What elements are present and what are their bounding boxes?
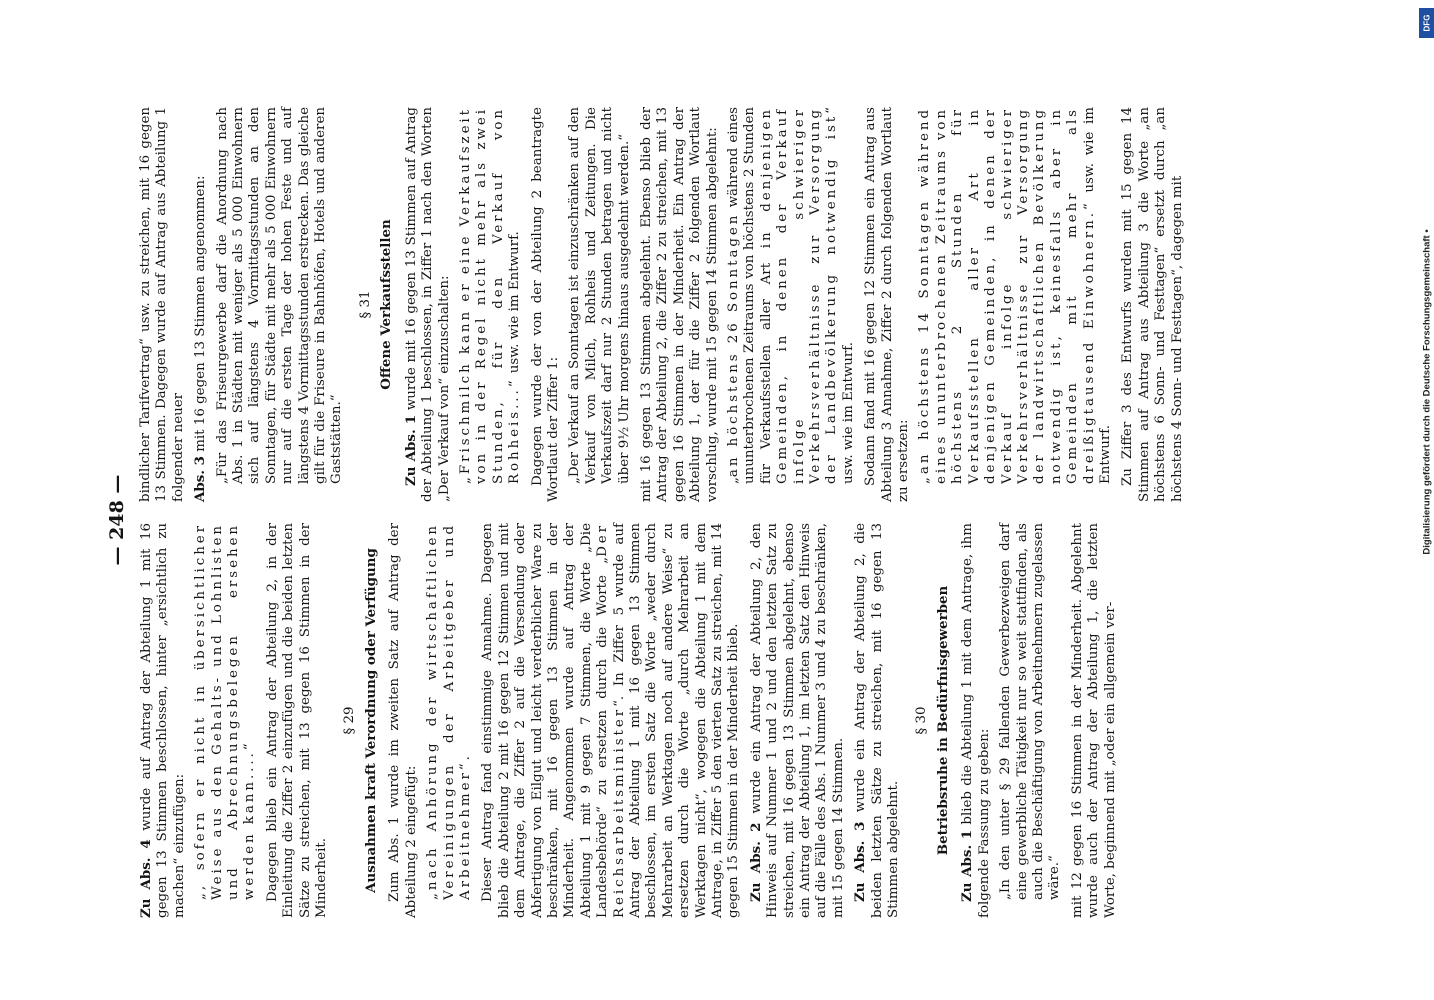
- paragraph: mit 12 gegen 16 Stimmen in der Minderheit. Abgelehnt wurde auch der Antrag der Abteilung 1, die letzten Worte, beginnend mit „oder ein allgemein ver-: [1069, 523, 1118, 918]
- paragraph-text: blieb die Abteilung 1 mit dem Antrage, ihm folgende Fassung zu geben:: [960, 523, 992, 918]
- quote-block: „In den unter § 29 fallenden Gewerbezweigen darf eine gewerbliche Tätigkeit nur so weit stattfinden, als auch die Beschäftigung von Arbeitnehmern zugelassen wäre.“: [998, 523, 1063, 900]
- paragraph-text: wurde ein Antrag der Abteilung 2, die beiden letzten Sätze zu streichen, mit 16 gegen 13 Stimmen abgelehnt.: [853, 523, 902, 918]
- abs-label: Zu Abs. 2: [747, 822, 764, 902]
- abs-label: Zu Abs. 3: [852, 821, 869, 902]
- left-column: [138, 523, 1124, 918]
- quote-block: „Der Verkauf an Sonntagen ist einzuschränken auf den Verkauf von Milch, Rohheis und Zeitungen. Die Verkaufszeit darf nur 2 Stunden betragen und nicht über 9½ Uhr morgens hinaus ausgedehnt werden.“: [567, 107, 632, 484]
- quote-block: „Für das Friseurgewerbe darf die Anordnung nach Abs. 1 in Städten mit weniger als 5 000 Einwohnern sich auf längstens 4 Vormittagsstunden an den Sonntagen, für Städte mit mehr als 5 000 Einwohnern nur auf die ersten Tage der hohen Feste und auf längstens 4 Vormittagsstunden erstrecken. Das gleiche gilt für die Friseure in Bahnhöfen, Hotels und anderen Gaststätten.“: [214, 107, 345, 484]
- paragraph: [403, 107, 453, 502]
- paragraph: [480, 523, 743, 918]
- spaced-text: Der Reichsarbeitsminister: [595, 523, 627, 918]
- quote-text: “ usw. wie im Entwurf.: [824, 107, 856, 484]
- dfg-logo: [1419, 8, 1434, 38]
- paragraph-text: wurde ein Antrag der Abteilung 2, den Hinweis auf Nummer 1 und 2 und den letzten Satz zu streichen, mit 16 gegen 13 Stimmen abgelehnt, ebenso ein Antrag der Abteilung 1, im letzten Satz den Hinweis auf die Fälle des Abs. 1 Nummer 3 und 4 zu beschränken, mit 15 gegen 14 Stimmen.: [748, 523, 846, 918]
- quote-text: während eines ununterbrochenen Zeitraums von höchstens 2 Stunden für Verkaufsstellen aller Art: [726, 107, 774, 484]
- section-title: Ausnahmen kraft Verordnung oder Verfügung: [362, 548, 379, 893]
- spaced-text: an höchstens 26 Sonntagen: [726, 212, 741, 478]
- paragraph: Zu Ziffer 3 des Entwurfs wurden mit 15 gegen 14 Stimmen auf Antrag aus Abteilung 3 die Worte „an höchstens 6 Sonn- und Festtagen“ ersetzt durch „an höchstens 4 Sonn- und Festtagen“, dagegen mit: [1120, 107, 1185, 502]
- right-column: [138, 107, 1191, 502]
- abs-label: Zu Abs. 4: [138, 839, 154, 918]
- spaced-text: „Frischmilch kann er eine Verkaufszeit von in der Regel nicht mehr als zwei Stunden, für den Verkauf von Rohheis...“: [457, 107, 523, 484]
- paragraph-text: Dieser Antrag fand einstimmige Annahme. Dagegen blieb die Abteilung 2 mit 16 gegen 12 Stimmen und mit dem Antrage, die Ziffer 2 auf die Versendung oder Abfertigung von Eilgut und leicht verderblicher Ware zu beschränken, mit 16 gegen 13 Stimmen in der Minderheit. Angenommen wurde auf Antrag der Abteilung 1 mit 9 gegen 7 Stimmen, die Worte „Die Landesbehörde“ zu ersetzen durch die Worte „: [480, 523, 611, 918]
- paragraph: Sodann fand mit 16 gegen 12 Stimmen ein Antrag aus Abteilung 3 Annahme, Ziffer 2 durch folgenden Wortlaut zu ersetzen:: [863, 107, 912, 502]
- paragraph-text: wurde mit 16 gegen 13 Stimmen auf Antrag der Abteilung 1 beschlossen, in Ziffer 1 nach den Worten „Der Verkauf von“ einzuschalten:: [403, 107, 452, 502]
- paragraph-text: mit 16 gegen 13 Stimmen angenommen:: [193, 175, 209, 457]
- quote-block: „nach Anhörung der wirtschaftlichen Vereinigungen der Arbeitgeber und Arbeitnehmer“.: [425, 523, 473, 900]
- paragraph: Dagegen wurde der von der Abteilung 2 beantragte Wortlaut der Ziffer 1:: [529, 107, 561, 502]
- section-title: Offene Verkaufsstellen: [378, 219, 395, 390]
- rotated-page: [100, 100, 1305, 940]
- abs-label: Abs. 3: [192, 456, 209, 502]
- section-number: § 30: [914, 706, 930, 735]
- quote-tail: usw. wie im Entwurf.: [507, 231, 523, 378]
- paragraph: Zum Abs. 1 wurde im zweiten Satz auf Antrag der Abteilung 2 eingefügt:: [387, 523, 419, 918]
- abs-label: Zu Abs. 1: [402, 414, 419, 486]
- quote-block: [458, 107, 524, 484]
- paragraph: bindlicher Tarifvertrag“ usw. zu streichen, mit 16 gegen 13 Stimmen. Dagegen wurde auf Antrag aus Abteilung 1 folgender neuer: [138, 107, 186, 502]
- page-number-header: — 248 —: [106, 474, 128, 566]
- quote-block: [726, 107, 857, 484]
- paragraph: [852, 523, 902, 918]
- spaced-text: „an höchstens 14 Sonntagen während eines ununterbrochenen Zeitraums von höchstens 2 Stunden für Verkaufsstellen aller Art in denjenigen Gemeinden, in denen der Verkauf infolge schwieriger Verkehrsverhältnisse zur Versorgung der landwirtschaftlichen Bevölkerung notwendig ist, keinesfalls aber in Gemeinden mit mehr als dreißigtausend Einwohnern.“: [917, 107, 1097, 484]
- paragraph: mit 16 gegen 13 Stimmen abgelehnt. Ebenso blieb der Antrag der Abteilung 2, die Ziffer 2 zu streichen, mit 13 gegen 16 Stimmen in der Minderheit. Ein Antrag der Abteilung 1, der für die Ziffer 2 folgenden Wortlaut vorschlug, wurde mit 15 gegen 14 Stimmen abgelehnt:: [638, 107, 720, 502]
- quote-tail: usw. wie im Entwurf.: [1081, 107, 1113, 484]
- paragraph: Dagegen blieb ein Antrag der Abteilung 2, in der Einleitung die Ziffer 2 einzufügen und die beiden letzten Sätze zu streichen, mit 13 gegen 16 Stimmen in der Minderheit.: [264, 523, 330, 918]
- quote-text: „: [726, 477, 741, 484]
- paragraph-text: wurde auf Antrag der Abteilung 1 mit 16 gegen 13 Stimmen beschlossen, hinter „ersichtlich zu machen“ einzufügen:: [139, 523, 187, 918]
- paragraph: [138, 523, 188, 918]
- paragraph: [192, 107, 209, 502]
- paragraph-text: “. In Ziffer 5 wurde auf Antrag der Abteilung 1 mit 16 gegen 13 Stimmen beschlossen, im ersten Satz die Worte „weder durch Mehrarbeit an Werktagen noch auf andere Weise“ zu ersetzen durch die Worte „durch Mehrarbeit an Werktagen nicht“, wogegen die Abteilung 1 mit dem Antrage, in Ziffer 5 den vierten Satz zu streichen, mit 14 gegen 15 Stimmen in der Minderheit blieb.: [611, 523, 742, 918]
- quote-block: „, sofern er nicht in übersichtlicher Weise aus den Gehalts- und Lohnlisten und Abrechnungsbelegen ersehen werden kann....“: [193, 523, 258, 900]
- quote-block: [917, 107, 1114, 484]
- spaced-text: in denjenigen Gemeinden, in denen der Verkauf infolge schwieriger Verkehrsverhältnisse zur Versorgung der Landbevölkerung notwendig ist: [758, 107, 840, 484]
- digitization-credit: Digitalisierung gefördert durch die Deutsche Forschungsgemeinschaft •: [1421, 229, 1433, 555]
- paragraph: [748, 523, 847, 918]
- section-title: Betriebsruhe in Bedürfnisgewerben: [934, 585, 951, 856]
- abs-label: Zu Abs. 1: [959, 829, 976, 902]
- dfg-logo-text: DFG: [1422, 14, 1432, 32]
- paragraph: [959, 523, 993, 918]
- section-number: § 29: [342, 706, 358, 735]
- section-number: § 31: [357, 290, 373, 319]
